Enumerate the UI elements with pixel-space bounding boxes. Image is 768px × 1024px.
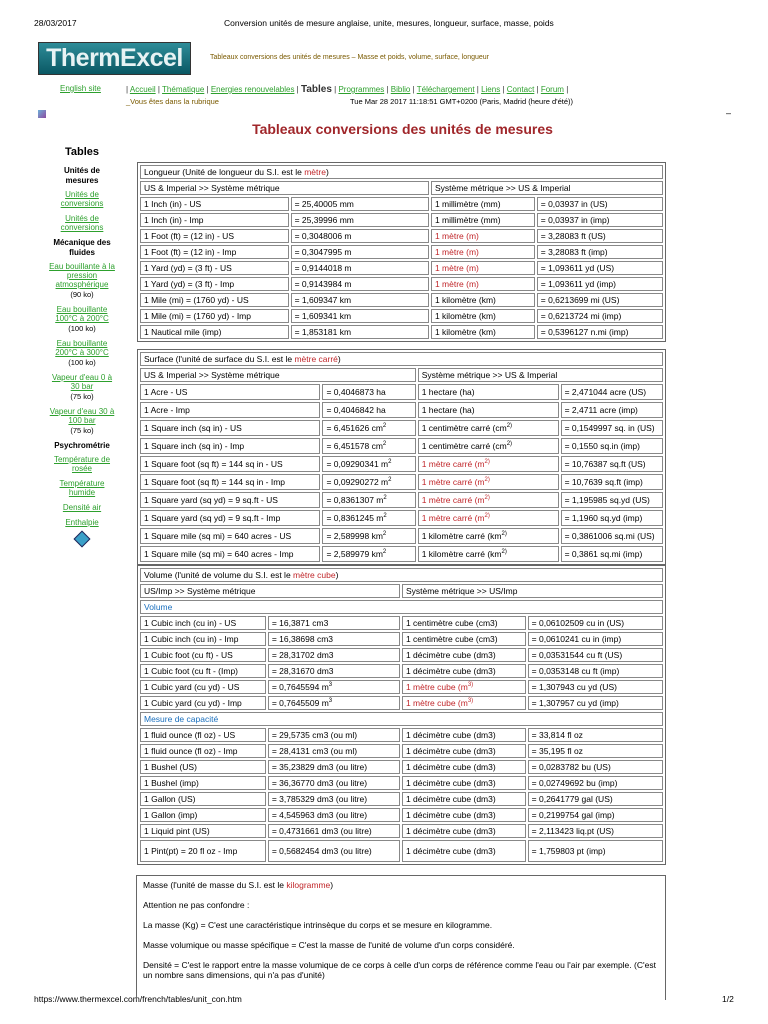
table-cell: 1 kilomètre carré ($km^{2)}$ [418,528,559,544]
sidebar [48,146,116,545]
table-cell: = 0,3861006 sq.mi (US) [561,528,663,544]
logo[interactable]: ThermExcel [38,42,191,75]
table-row [140,760,663,774]
surface-table [137,349,666,565]
table-cell: = 6,451578 $cm^2$ [322,438,415,454]
table-cell: = 0,5682454 dm3 (ou litre) [268,840,400,862]
table-cell: 1 Square inch (sq in) - US [140,420,320,436]
table-row [140,245,663,259]
table-cell: 1 centimètre cube (cm3) [402,632,526,646]
table-cell: 1 kilomètre (km) [431,293,535,307]
table-row [140,776,663,790]
length-caption: Longueur (Unité de longueur du S.I. est le mètre) [140,165,663,179]
table-cell: 1 Square yard (sq yd) = 9 sq.ft - Imp [140,510,320,526]
table-row [140,384,663,400]
nav-contact[interactable]: Contact [506,85,535,94]
sidebar-size: (100 ko) [68,358,96,367]
table-cell: 1 mètre cube ($m^{3)}$ [402,680,526,694]
table-cell: = 0,1550 sq.in (imp) [561,438,663,454]
tagline: Tableaux conversions des unités de mesures – Masse et poids, volume, surface, longueur [210,54,489,61]
table-cell: = 1,609347 km [291,293,429,307]
table-cell: 1 centimètre carré ($cm^{2)}$ [418,420,559,436]
table-cell: 1 kilomètre (km) [431,309,535,323]
length-table [137,162,666,342]
table-cell: = 4,545963 dm3 (ou litre) [268,808,400,822]
table-cell: = 2,589998 $km^2$ [322,528,415,544]
table-cell: = 6,451626 $cm^2$ [322,420,415,436]
print-page: 1/2 [722,994,734,1004]
table-cell: 1 Square mile (sq mi) = 640 acres - US [140,528,320,544]
table-cell: 1 Cubic foot (cu ft) - US [140,648,266,662]
table-cell: 1 Inch (in) - Imp [140,213,289,227]
table-cell: 1 décimètre cube (dm3) [402,808,526,822]
table-cell: 1 Cubic yard (cu yd) - Imp [140,696,266,710]
page-title: Tableaux conversions des unités de mesures [252,121,553,137]
table-cell: 1 Cubic foot (cu ft - (Imp) [140,664,266,678]
table-cell: = 0,3048006 m [291,229,429,243]
nav-energies[interactable]: Energies renouvelables [210,85,295,94]
table-cell: 1 Nautical mile (imp) [140,325,289,339]
table-row [140,325,663,339]
table-row [140,696,663,710]
table-cell: 1 Bushel (imp) [140,776,266,790]
table-cell: = 29,5735 cm3 (ou ml) [268,728,400,742]
table-row [140,456,663,472]
surface-caption: Surface (l'unité de surface du S.I. est le mètre carré) [140,352,663,366]
table-cell: = 1,609341 km [291,309,429,323]
table-cell: 1 Cubic inch (cu in) - US [140,616,266,630]
table-row [140,792,663,806]
table-cell: 1 Mile (mi) = (1760 yd) - US [140,293,289,307]
table-cell: = 1,195985 sq.yd (US) [561,492,663,508]
corner-icon [38,110,46,118]
table-cell: 1 Pint(pt) = 20 fl oz - Imp [140,840,266,862]
nav-forum[interactable]: Forum [540,85,564,94]
table-row [140,664,663,678]
sidebar-link-rosee[interactable]: Température de rosée [53,455,111,473]
table-cell: = 33,814 fl oz [528,728,663,742]
table-cell: 1 Foot (ft) = (12 in) - US [140,229,289,243]
sidebar-link-eau-100[interactable]: Eau bouillante 100°C à 200°C [55,305,109,323]
mass-note-2: La masse (Kg) = C'est une caractéristique intrinsèque du corps et se mesure en kilogramme. [143,920,493,930]
length-header-left: US & Imperial >> Système métrique [140,181,429,195]
table-row [140,402,663,418]
table-cell: = 0,6213699 mi (US) [537,293,663,307]
table-cell: = 0,5396127 n.mi (imp) [537,325,663,339]
table-cell: = 35,23829 dm3 (ou litre) [268,760,400,774]
diamond-icon [74,531,91,548]
table-cell: = 1,853181 km [291,325,429,339]
table-cell: 1 Foot (ft) = (12 in) - Imp [140,245,289,259]
sidebar-size: (90 ko) [70,290,94,299]
table-row [140,546,663,562]
table-cell: 1 décimètre cube (dm3) [402,648,526,662]
nav-programmes[interactable]: Programmes [338,85,385,94]
mass-section [136,875,666,1000]
table-cell: = 28,31670 dm3 [268,664,400,678]
sidebar-link-vapeur-100[interactable]: Vapeur d'eau 30 à 100 bar [49,407,115,425]
table-cell: = 10,7639 sq.ft (imp) [561,474,663,490]
table-cell: 1 kilomètre carré ($km^{2)}$ [418,546,559,562]
mass-caption: Masse (l'unité de masse du S.I. est le kilogramme) [143,880,334,890]
table-cell: = 0,2641779 gal (US) [528,792,663,806]
table-cell: 1 décimètre cube (dm3) [402,792,526,806]
nav-thematique[interactable]: Thématique [162,85,205,94]
table-cell: = 2,471044 acre (US) [561,384,663,400]
volume-table [137,565,666,865]
table-cell: 1 kilomètre (km) [431,325,535,339]
table-row [140,277,663,291]
table-cell: = 1,1960 sq.yd (imp) [561,510,663,526]
table-cell: = 0,1549997 sq. in (US) [561,420,663,436]
table-cell: 1 décimètre cube (dm3) [402,664,526,678]
table-row [140,824,663,838]
main-nav: | Accueil | Thématique | Energies renouvelables | Tables | Programmes | Biblio | Téléchargement | Liens | Contact | Forum | [126,84,569,95]
table-row [140,229,663,243]
table-cell: = 0,2199754 gal (imp) [528,808,663,822]
mass-note-3: Masse volumique ou masse spécifique = C'est la masse de l'unité de volume d'un corps considéré. [143,940,515,950]
sidebar-link-vapeur-30[interactable]: Vapeur d'eau 0 à 30 bar [51,373,113,391]
print-url: https://www.thermexcel.com/french/tables/unit_con.htm [34,994,242,1004]
table-cell: = 28,31702 dm3 [268,648,400,662]
table-cell: = 3,28083 ft (imp) [537,245,663,259]
table-cell: = 0,03531544 cu ft (US) [528,648,663,662]
table-cell: = 1,307943 cu yd (US) [528,680,663,694]
table-row [140,420,663,436]
table-cell: = 0,0610241 cu in (imp) [528,632,663,646]
volume-header-left: US/Imp >> Système métrique [140,584,400,598]
english-site-link[interactable]: English site [60,84,101,93]
dash-mark: – [726,108,732,118]
length-header-right: Système métrique >> US & Imperial [431,181,663,195]
table-cell: 1 décimètre cube (dm3) [402,760,526,774]
mass-note-1: Attention ne pas confondre : [143,900,250,910]
table-cell: 1 mètre carré ($m^{2)}$ [418,510,559,526]
table-cell: 1 Gallon (US) [140,792,266,806]
table-cell: 1 Inch (in) - US [140,197,289,211]
table-cell: 1 hectare (ha) [418,384,559,400]
table-cell: 1 mètre (m) [431,261,535,275]
table-cell: = 36,36770 dm3 (ou litre) [268,776,400,790]
table-cell: 1 mètre (m) [431,277,535,291]
table-cell: = 0,4731661 dm3 (ou litre) [268,824,400,838]
table-cell: 1 décimètre cube (dm3) [402,744,526,758]
table-cell: 1 Square inch (sq in) - Imp [140,438,320,454]
volume-subheader: Volume [140,600,663,614]
table-cell: = 28,4131 cm3 (ou ml) [268,744,400,758]
table-cell: 1 Liquid pint (US) [140,824,266,838]
table-cell: 1 décimètre cube (dm3) [402,824,526,838]
sidebar-heading: Tables [64,146,100,158]
capacity-subheader: Mesure de capacité [140,712,663,726]
table-cell: = 1,759803 pt (imp) [528,840,663,862]
table-cell: 1 fluid ounce (fl oz) - Imp [140,744,266,758]
table-cell: = 0,06102509 cu in (US) [528,616,663,630]
nav-accueil[interactable]: Accueil [129,85,156,94]
nav-tables[interactable]: Tables [300,84,332,95]
table-cell: 1 Square yard (sq yd) = 9 sq.ft - US [140,492,320,508]
sidebar-size: (75 ko) [70,392,94,401]
table-cell: 1 mètre cube ($m^{3)}$ [402,696,526,710]
table-cell: 1 Yard (yd) = (3 ft) - Imp [140,277,289,291]
table-cell: = 25,40005 mm [291,197,429,211]
volume-caption: Volume (l'unité de volume du S.I. est le mètre cube) [140,568,663,582]
sidebar-link-eau-atm[interactable]: Eau bouillante à la pression atmosphérique [49,262,115,289]
table-row [140,648,663,662]
print-title: Conversion unités de mesure anglaise, unite, mesures, longueur, surface, masse, poids [224,18,554,28]
table-cell: = 0,03937 in (US) [537,197,663,211]
mass-note-4: Densité = C'est le rapport entre la masse volumique de ce corps à celle d'un corps de référence comme l'eau ou l'air par exemple. (C'est un nombre sans dimensions, qui n'a pas d'unité) [143,960,656,980]
table-cell: 1 décimètre cube (dm3) [402,776,526,790]
table-cell: 1 centimètre cube (cm3) [402,616,526,630]
sidebar-size: (100 ko) [68,324,96,333]
table-cell: 1 fluid ounce (fl oz) - US [140,728,266,742]
table-cell: = 0,09290272 $m^2$ [322,474,415,490]
table-cell: 1 mètre carré ($m^{2)}$ [418,492,559,508]
table-cell: = 0,9144018 m [291,261,429,275]
table-row [140,492,663,508]
table-cell: = 1,307957 cu yd (imp) [528,696,663,710]
table-cell: = 0,7645594 $m^3$ [268,680,400,694]
table-cell: = 25,39996 mm [291,213,429,227]
table-cell: = 0,8361307 $m^2$ [322,492,415,508]
table-row [140,474,663,490]
sidebar-section-psychro: Psychrométrie [54,441,110,450]
table-cell: 1 Mile (mi) = (1760 yd) - Imp [140,309,289,323]
table-cell: = 2,4711 acre (imp) [561,402,663,418]
table-cell: = 2,589979 $km^2$ [322,546,415,562]
table-cell: = 35,195 fl oz [528,744,663,758]
table-row [140,309,663,323]
table-cell: 1 Gallon (imp) [140,808,266,822]
table-row [140,632,663,646]
table-cell: 1 mètre carré ($m^{2)}$ [418,456,559,472]
table-cell: = 3,28083 ft (US) [537,229,663,243]
table-cell: = 0,3047995 m [291,245,429,259]
table-cell: 1 hectare (ha) [418,402,559,418]
table-cell: 1 centimètre carré ($cm^{2)}$ [418,438,559,454]
table-cell: = 0,03937 in (imp) [537,213,663,227]
table-cell: 1 Bushel (US) [140,760,266,774]
table-row [140,261,663,275]
table-row [140,510,663,526]
table-cell: 1 décimètre cube (dm3) [402,728,526,742]
table-row [140,438,663,454]
table-cell: = 16,3871 cm3 [268,616,400,630]
table-cell: = 0,4046842 ha [322,402,415,418]
table-cell: = 3,785329 dm3 (ou litre) [268,792,400,806]
print-date: 28/03/2017 [34,18,77,28]
nav-biblio[interactable]: Biblio [390,85,411,94]
sidebar-link-humide[interactable]: Température humide [59,479,105,497]
table-cell: = 2,113423 liq.pt (US) [528,824,663,838]
table-cell: = 0,4046873 ha [322,384,415,400]
sidebar-size: (75 ko) [70,426,94,435]
table-cell: = 0,9143984 m [291,277,429,291]
table-cell: 1 Acre - US [140,384,320,400]
sidebar-section-mecanique: Mécanique des fluides [53,238,111,257]
table-cell: 1 millimètre (mm) [431,213,535,227]
table-row [140,213,663,227]
sidebar-link-eau-200[interactable]: Eau bouillante 200°C à 300°C [55,339,109,357]
table-cell: = 1,093611 yd (US) [537,261,663,275]
sidebar-section-unites: Unités de mesures [63,166,100,185]
table-cell: = 0,6213724 mi (imp) [537,309,663,323]
table-row [140,808,663,822]
table-row [140,728,663,742]
table-cell: 1 Yard (yd) = (3 ft) - US [140,261,289,275]
rubrique-label: _Vous êtes dans la rubrique [126,97,219,106]
table-cell: = 0,0283782 bu (US) [528,760,663,774]
table-row [140,197,663,211]
volume-header-right: Système métrique >> US/Imp [402,584,663,598]
sidebar-link-enthalpie[interactable]: Enthalpie [65,518,99,527]
table-cell: = 0,3861 sq.mi (imp) [561,546,663,562]
surface-header-right: Système métrique >> US & Imperial [418,368,663,382]
table-cell: 1 millimètre (mm) [431,197,535,211]
table-cell: = 10,76387 sq.ft (US) [561,456,663,472]
table-row [140,840,663,862]
sidebar-link-densite[interactable]: Densité air [62,503,102,512]
table-cell: = 1,093611 yd (imp) [537,277,663,291]
table-cell: = 0,0353148 cu ft (imp) [528,664,663,678]
table-cell: = 0,7645509 $m^3$ [268,696,400,710]
table-cell: = 0,02749692 bu (imp) [528,776,663,790]
datetime: Tue Mar 28 2017 11:18:51 GMT+0200 (Paris, Madrid (heure d'été)) [350,97,574,106]
table-cell: 1 Square foot (sq ft) = 144 sq in - US [140,456,320,472]
table-row [140,293,663,307]
table-cell: 1 mètre (m) [431,229,535,243]
table-cell: 1 Acre - Imp [140,402,320,418]
table-cell: 1 Cubic yard (cu yd) - US [140,680,266,694]
table-cell: = 0,09290341 $m^2$ [322,456,415,472]
table-row [140,680,663,694]
table-row [140,616,663,630]
table-cell: 1 mètre carré ($m^{2)}$ [418,474,559,490]
table-cell: = 16,38698 cm3 [268,632,400,646]
table-row [140,744,663,758]
nav-liens[interactable]: Liens [481,85,501,94]
table-cell: 1 Cubic inch (cu in) - Imp [140,632,266,646]
nav-telechargement[interactable]: Téléchargement [416,85,475,94]
sidebar-link-unites2[interactable]: Unités de conversions [60,214,104,232]
table-cell: 1 mètre (m) [431,245,535,259]
table-cell: = 0,8361245 $m^2$ [322,510,415,526]
table-cell: 1 Square foot (sq ft) = 144 sq in - Imp [140,474,320,490]
table-row [140,528,663,544]
sidebar-link-unites1[interactable]: Unités de conversions [60,190,104,208]
table-cell: 1 décimètre cube (dm3) [402,840,526,862]
surface-header-left: US & Imperial >> Système métrique [140,368,416,382]
table-cell: 1 Square mile (sq mi) = 640 acres - Imp [140,546,320,562]
